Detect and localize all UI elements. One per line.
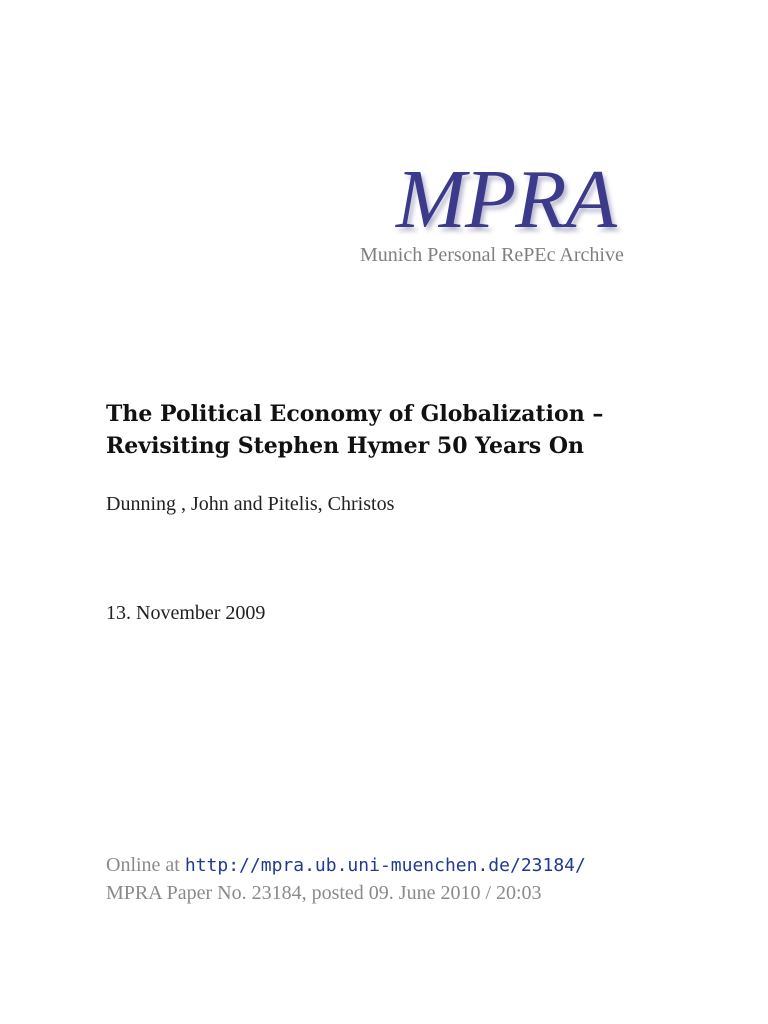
paper-date: 13. November 2009 — [106, 602, 266, 624]
archive-name: Munich Personal RePEc Archive — [360, 244, 624, 266]
paper-url-link[interactable]: http://mpra.ub.uni-muenchen.de/23184/ — [184, 855, 586, 876]
title-line-1: The Political Economy of Globalization – — [106, 401, 604, 427]
paper-info: MPRA Paper No. 23184, posted 09. June 2010 / 20:03 — [106, 882, 542, 904]
online-prefix: Online at — [106, 854, 180, 876]
title-line-2: Revisiting Stephen Hymer 50 Years On — [106, 433, 585, 459]
paper-authors: Dunning , John and Pitelis, Christos — [106, 493, 395, 515]
paper-title — [106, 398, 603, 462]
online-at-line — [106, 854, 586, 877]
mpra-logo: MPRA — [396, 153, 616, 246]
